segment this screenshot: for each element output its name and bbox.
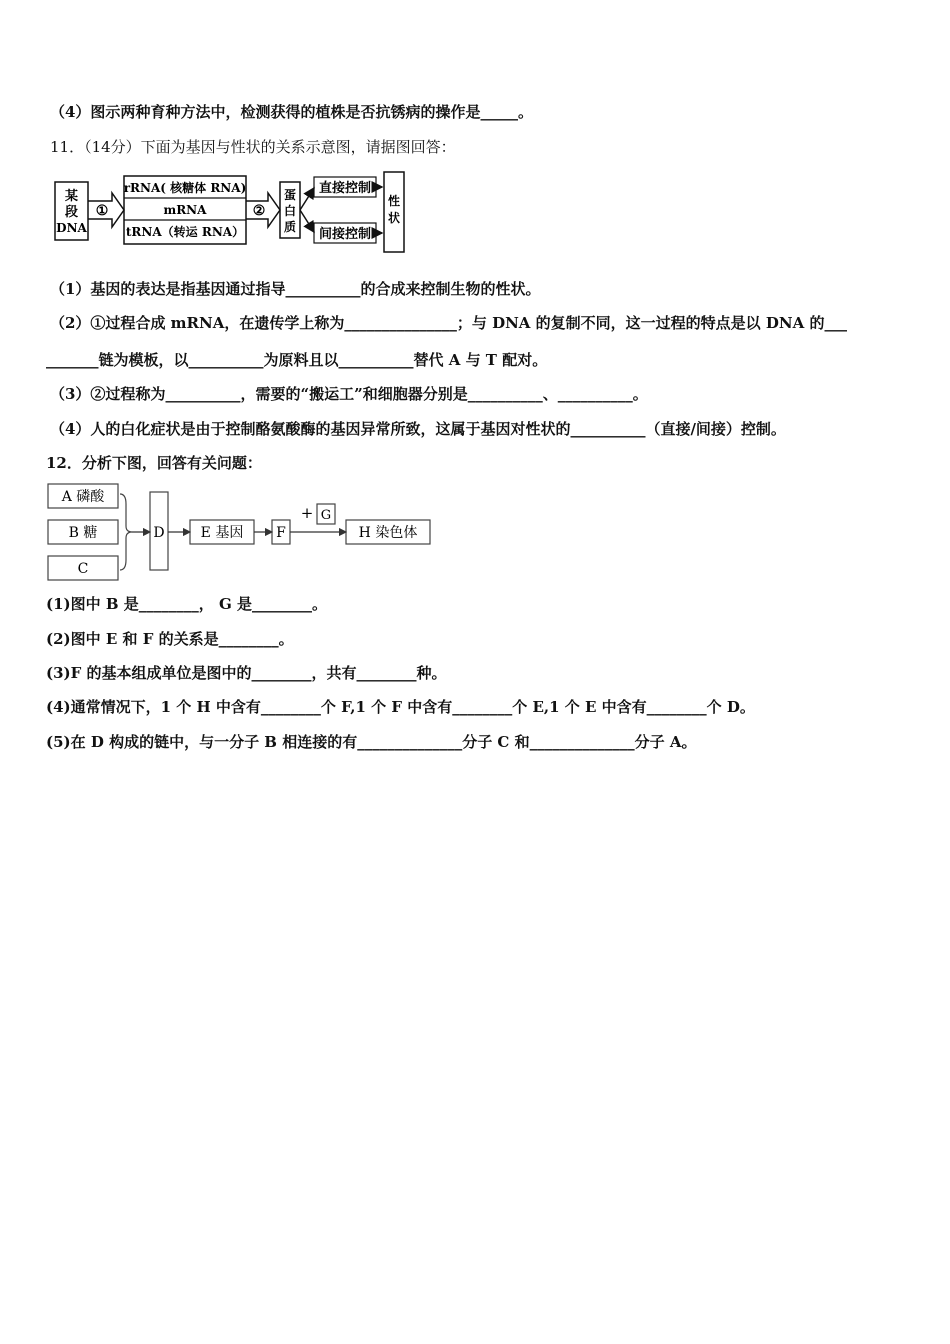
protein-label-2: 白	[283, 204, 297, 218]
label-d: D	[153, 525, 165, 541]
rrna-label: rRNA( 核糖体 RNA)	[123, 181, 247, 195]
brace	[120, 494, 132, 570]
dna-label-3: DNA	[56, 221, 87, 235]
step2-label: ②	[252, 203, 266, 219]
q12-part3: (3)F 的基本组成单位是图中的________，共有________种。	[46, 664, 447, 682]
direct-arrow	[300, 188, 314, 210]
q12-header: 12．分析下图，回答有关问题：	[46, 454, 262, 472]
q11-header: 11．（14分）下面为基因与性状的关系示意图，请据图回答：	[50, 138, 456, 156]
q12-part1: (1)图中 B 是________， G 是________。	[46, 595, 328, 613]
label-g: G	[320, 508, 332, 523]
q11-part4: （4）人的白化症状是由于控制酪氨酸酶的基因异常所致，这属于基因对性状的__________（直接/间接）控制。	[50, 420, 786, 438]
direct-label: 直接控制	[318, 181, 372, 196]
trait-label-2: 状	[387, 211, 401, 225]
trna-label: tRNA（转运 RNA）	[125, 225, 245, 239]
trait-label-1: 性	[387, 194, 401, 208]
q11-part1: （1）基因的表达是指基因通过指导__________的合成来控制生物的性状。	[50, 280, 541, 298]
label-e: E 基因	[200, 525, 244, 541]
mrna-label: mRNA	[163, 203, 207, 217]
label-f: F	[276, 525, 286, 541]
q12-part5: (5)在 D 构成的链中，与一分子 B 相连接的有______________分子 C 和______________分子 A。	[46, 733, 697, 751]
protein-label-3: 质	[283, 220, 297, 234]
label-plus: +	[300, 504, 314, 522]
step1-label: ①	[95, 203, 109, 219]
label-b: B 糖	[68, 525, 98, 541]
dna-label-1: 某	[64, 189, 79, 204]
label-a: A 磷酸	[61, 489, 105, 505]
q11-part3: （3）②过程称为__________，需要的“搬运工”和细胞器分别是__________、__________。	[50, 385, 648, 403]
label-h: H 染色体	[358, 525, 418, 541]
q11-part2b: _______链为模板，以__________为原料且以__________替代 A 与 T 配对。	[46, 351, 548, 369]
q12-part2: (2)图中 E 和 F 的关系是________。	[46, 630, 294, 648]
q10-part4: （4）图示两种育种方法中，检测获得的植株是否抗锈病的操作是_____。	[50, 103, 533, 121]
dna-structure-diagram	[46, 482, 436, 584]
indirect-arrow	[300, 210, 314, 232]
gene-trait-diagram	[50, 168, 420, 260]
q12-part4: (4)通常情况下，1 个 H 中含有________个 F,1 个 F 中含有________个 E,1 个 E 中含有________个 D。	[46, 698, 755, 716]
label-c: C	[77, 561, 89, 577]
dna-label-2: 段	[64, 205, 79, 220]
q11-part2a: （2）①过程合成 mRNA，在遗传学上称为_______________；与 DNA 的复制不同，这一过程的特点是以 DNA 的___	[50, 314, 847, 332]
protein-label-1: 蛋	[283, 188, 297, 202]
indirect-label: 间接控制	[318, 227, 372, 242]
